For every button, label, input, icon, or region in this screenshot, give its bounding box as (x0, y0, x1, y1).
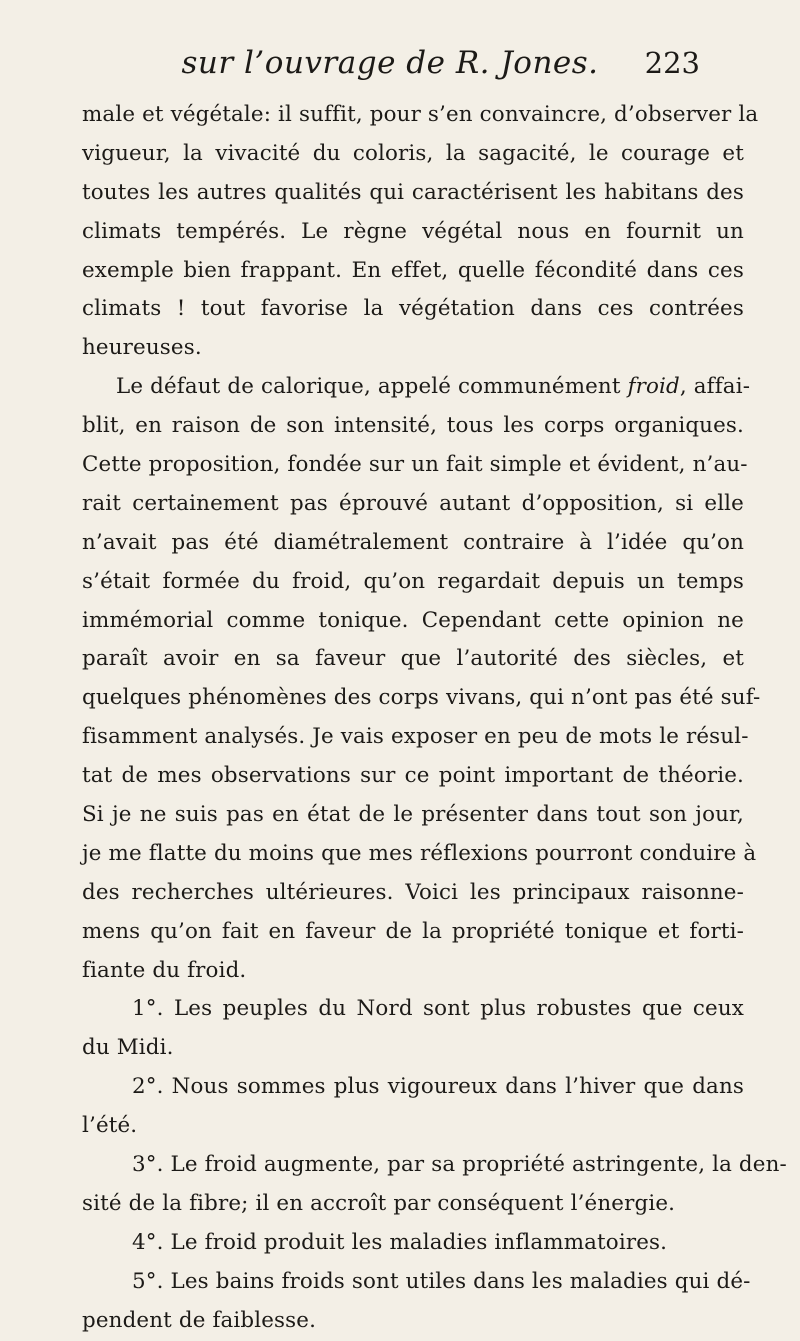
text-line: s’était formée du froid, qu’on regardait depuis un temps (82, 568, 744, 594)
text-line: 1°. Les peuples du Nord sont plus robustes que ceux (132, 996, 744, 1022)
text-line: pendent de faiblesse. (82, 1307, 317, 1333)
text-line: n’avait pas été diamétralement contraire à l’idée qu’on (82, 529, 744, 555)
text-segment: , affai- (679, 374, 751, 400)
page-header (140, 38, 700, 88)
text-line: heureuses. (82, 335, 202, 361)
text-line: du Midi. (82, 1035, 174, 1061)
text-line: blit, en raison de son intensité, tous les corps organiques. (82, 413, 744, 439)
text-line: vigueur, la vivacité du coloris, la sagacité, le courage et (82, 140, 744, 166)
text-line: climats tempérés. Le règne végétal nous en fournit un (82, 218, 744, 244)
list-item (82, 1224, 744, 1263)
text-line: climats ! tout favorise la végétation dans ces contrées (82, 296, 744, 322)
list-item (82, 990, 744, 1068)
list-item (82, 1146, 787, 1224)
text-line: sité de la fibre; il en accroît par conséquent l’énergie. (82, 1190, 676, 1216)
running-title: sur l’ouvrage de R. Jones. (181, 45, 599, 81)
text-line: immémorial comme tonique. Cependant cette opinion ne (82, 607, 744, 633)
text-line (82, 368, 751, 407)
text-line: male et végétale: il suffit, pour s’en convaincre, d’observer la (82, 102, 759, 127)
text-line: paraît avoir en sa faveur que l’autorité des siècles, et (82, 646, 744, 672)
text-line: tat de mes observations sur ce point important de théorie. (82, 763, 744, 789)
text-segment: Le défaut de calorique, appelé communément (116, 374, 628, 400)
text-line: 2°. Nous sommes plus vigoureux dans l’hiver que dans (132, 1074, 744, 1100)
text-line: exemple bien frappant. En effet, quelle fécondité dans ces (82, 257, 744, 283)
paragraph-1 (82, 96, 759, 368)
text-line: 3°. Le froid augmente, par sa propriété astringente, la den- (132, 1152, 787, 1178)
text-line: 5°. Les bains froids sont utiles dans les maladies qui dé- (132, 1268, 751, 1294)
text-line: Si je ne suis pas en état de le présenter dans tout son jour, (82, 802, 744, 828)
text-line: mens qu’on fait en faveur de la propriété tonique et forti- (82, 918, 744, 944)
text-line: je me flatte du moins que mes réflexions pourront conduire à (82, 840, 757, 866)
italic-word: froid (627, 374, 680, 400)
list-item (82, 1263, 751, 1341)
text-line: quelques phénomènes des corps vivans, qui n’ont pas été suf- (82, 685, 761, 711)
text-line: 4°. Le froid produit les maladies inflammatoires. (132, 1229, 668, 1255)
text-line: fiante du froid. (82, 957, 247, 983)
list-item (82, 1068, 744, 1146)
text-line: toutes les autres qualités qui caractérisent les habitans des (82, 179, 744, 205)
text-line: fisamment analysés. Je vais exposer en peu de mots le résul- (82, 724, 749, 750)
text-line: des recherches ultérieures. Voici les principaux raisonne- (82, 879, 744, 905)
text-line: Cette proposition, fondée sur un fait simple et évident, n’au- (82, 452, 748, 478)
page-number: 223 (644, 46, 700, 80)
text-line: rait certainement pas éprouvé autant d’opposition, si elle (82, 490, 744, 516)
paragraph-2 (82, 368, 761, 990)
text-line: l’été. (82, 1113, 138, 1139)
body-text (82, 96, 787, 1341)
